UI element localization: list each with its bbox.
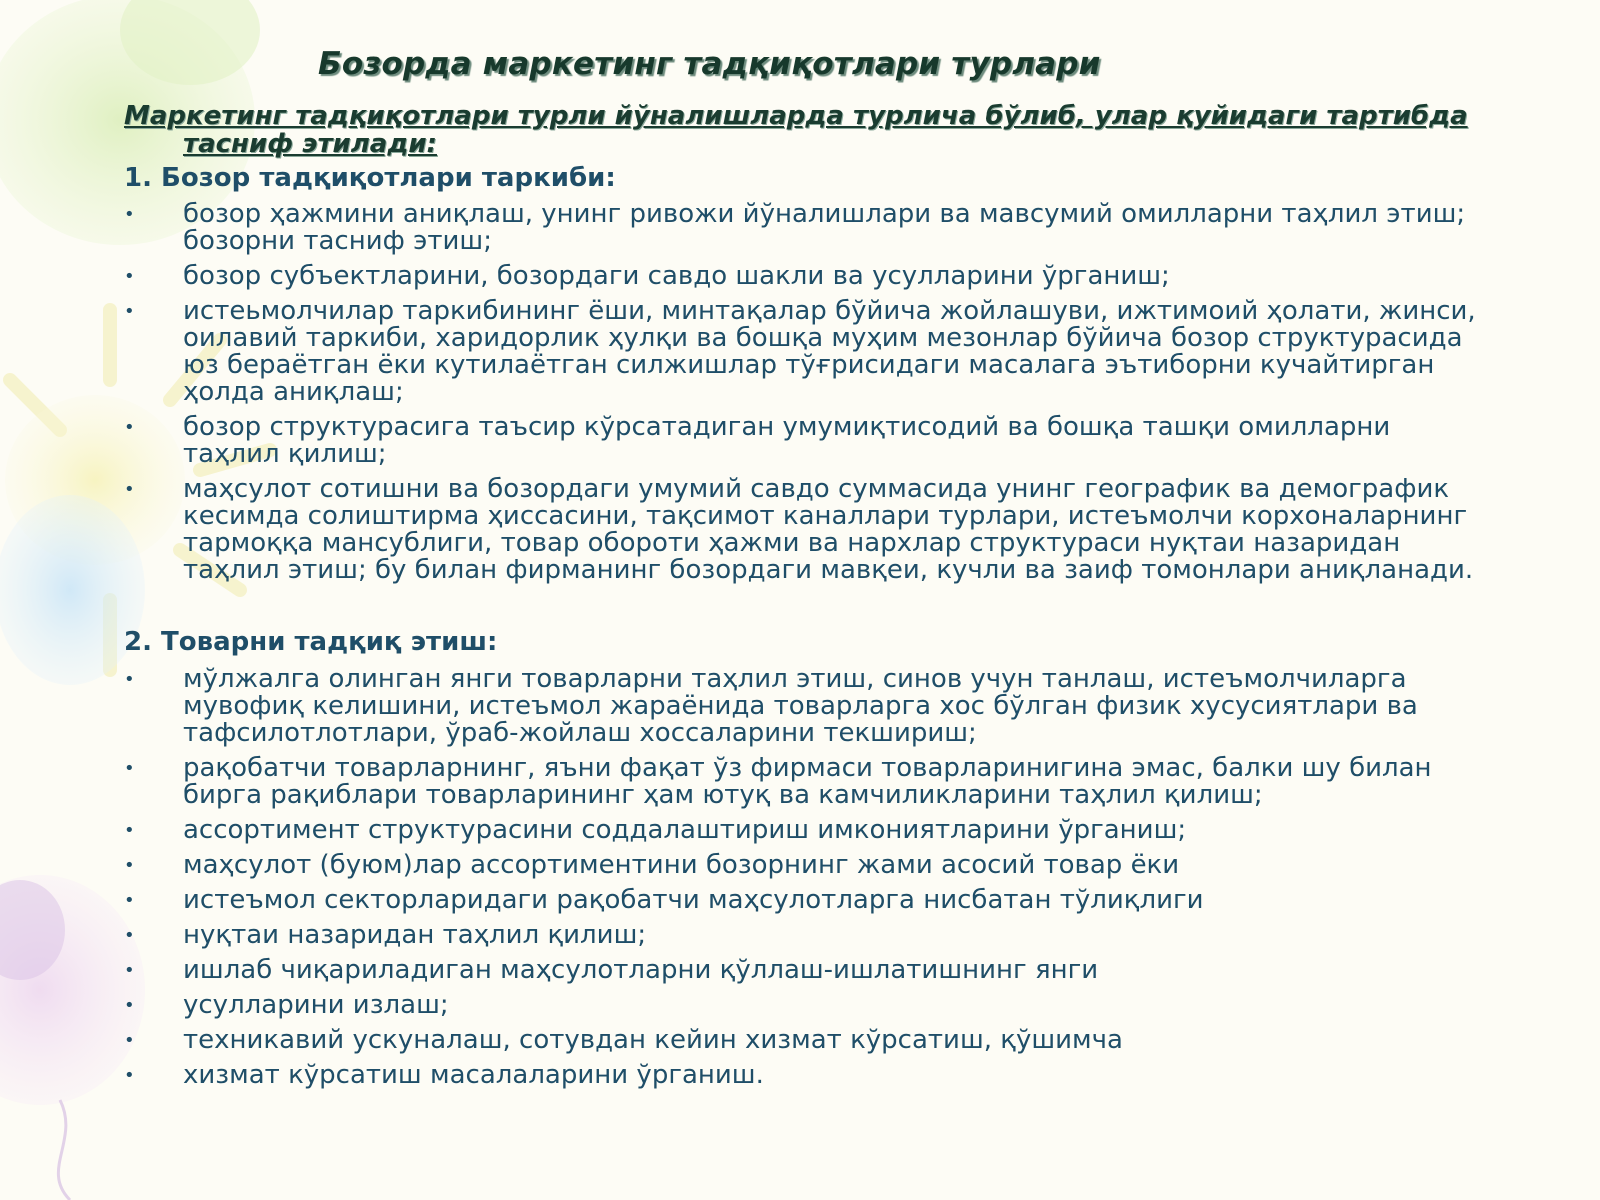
list-item-text: ассортимент структурасини соддалаштириш имкониятларини ўрганиш; bbox=[183, 815, 1187, 845]
list-item-text: рақобатчи товарларнинг, яъни фақат ўз фирмаси товарларинигина эмас, балки шу билан бирга рақиблари товарларининг ҳам ютуқ ва камчиликларини таҳлил қилиш; bbox=[183, 753, 1432, 810]
list-item-text: истеьмолчилар таркибининг ёши, минтақалар бўйича жойлашуви, ижтимоий ҳолати, жинси, оилавий таркиби, харидорлик ҳулқи ва бошқа муҳим мезонлар бўйича бозор структурасида юз бераётган ёки кутилаётган силжишлар тўғрисидаги масалага эътиборни кучайтирган ҳолда аниқлаш; bbox=[183, 296, 1476, 407]
list-item bbox=[124, 992, 1494, 1019]
list-item-text: нуқтаи назаридан таҳлил қилиш; bbox=[183, 920, 647, 950]
list-item-text: маҳсулот сотишни ва бозордаги умумий савдо суммасида унинг географик ва демографик кесимда солиштирма ҳиссасини, тақсимот каналлари турлари, истеъмолчи корхоналарнинг тармоққа мансублиги, товар обороти ҳажми ва нархлар структураси нуқтаи назаридан таҳлил этиш; бу билан фирманинг бозордаги мавқеи, кучли ва заиф томонлари аниқланади. bbox=[183, 474, 1474, 585]
list-item-text: бозор структурасига таъсир кўрсатадиган умумиқтисодий ва бошқа ташқи омилларни таҳлил қилиш; bbox=[183, 412, 1391, 469]
list-item-text: истеъмол секторларидаги рақобатчи маҳсулотларга нисбатан тўлиқлиги bbox=[183, 885, 1204, 915]
bullet-icon: • bbox=[124, 820, 135, 841]
list-item-text: мўлжалга олинган янги товарларни таҳлил этиш, синов учун танлаш, истеъмолчиларга мувофиқ келишини, истеъмол жараёнида товарларга хос бўлган физик хусусиятлари ва тафсилотлотлари, ўраб-жойлаш хоссаларини текшириш; bbox=[183, 664, 1418, 748]
list-item-text: хизмат кўрсатиш масалаларини ўрганиш. bbox=[183, 1060, 764, 1090]
list-item-text: маҳсулот (буюм)лар ассортиментини бозорнинг жами асосий товар ёки bbox=[183, 850, 1180, 880]
list-item bbox=[124, 298, 1494, 406]
list-item-text: техникавий ускуналаш, сотувдан кейин хизмат кўрсатиш, қўшимча bbox=[183, 1025, 1123, 1055]
bullet-icon: • bbox=[124, 479, 135, 500]
bullet-icon: • bbox=[124, 266, 135, 287]
bullet-icon: • bbox=[124, 204, 135, 225]
market-research-list bbox=[124, 201, 1494, 592]
list-item bbox=[124, 922, 1494, 949]
list-item bbox=[124, 1062, 1494, 1089]
bullet-icon: • bbox=[124, 758, 135, 779]
list-item bbox=[124, 1027, 1494, 1054]
product-research-list bbox=[124, 666, 1494, 1097]
list-item-text: бозор ҳажмини аниқлаш, унинг ривожи йўналишлари ва мавсумий омилларни таҳлил этиш; бозорни тасниф этиш; bbox=[183, 199, 1466, 256]
list-item bbox=[124, 755, 1494, 809]
list-item-text: усулларини излаш; bbox=[183, 990, 449, 1020]
list-item bbox=[124, 817, 1494, 844]
list-item bbox=[124, 201, 1494, 255]
bullet-icon: • bbox=[124, 669, 135, 690]
section-heading-market-research: 1. Бозор тадқиқотлари таркиби: bbox=[124, 163, 616, 193]
list-item bbox=[124, 852, 1494, 879]
list-item-text: бозор субъектларини, бозордаги савдо шакли ва усулларини ўрганиш; bbox=[183, 261, 1170, 291]
bullet-icon: • bbox=[124, 855, 135, 876]
bullet-icon: • bbox=[124, 417, 135, 438]
list-item bbox=[124, 263, 1494, 290]
list-item bbox=[124, 414, 1494, 468]
list-item bbox=[124, 887, 1494, 914]
slide-title: Бозорда маркетинг тадқиқотлари турлари bbox=[318, 46, 1101, 82]
section-heading-product-research: 2. Товарни тадқиқ этиш: bbox=[124, 627, 498, 657]
bullet-icon: • bbox=[124, 995, 135, 1016]
bullet-icon: • bbox=[124, 301, 135, 322]
list-item bbox=[124, 476, 1494, 584]
list-item bbox=[124, 666, 1494, 747]
bullet-icon: • bbox=[124, 925, 135, 946]
bullet-icon: • bbox=[124, 890, 135, 911]
bullet-icon: • bbox=[124, 1030, 135, 1051]
bullet-icon: • bbox=[124, 960, 135, 981]
intro-text: Маркетинг тадқиқотлари турли йўналишларда турлича бўлиб, улар қуйидаги тартибда тасниф этилади: bbox=[124, 101, 1468, 159]
list-item bbox=[124, 957, 1494, 984]
list-item-text: ишлаб чиқариладиган маҳсулотларни қўллаш-ишлатишнинг янги bbox=[183, 955, 1099, 985]
bullet-icon: • bbox=[124, 1065, 135, 1086]
